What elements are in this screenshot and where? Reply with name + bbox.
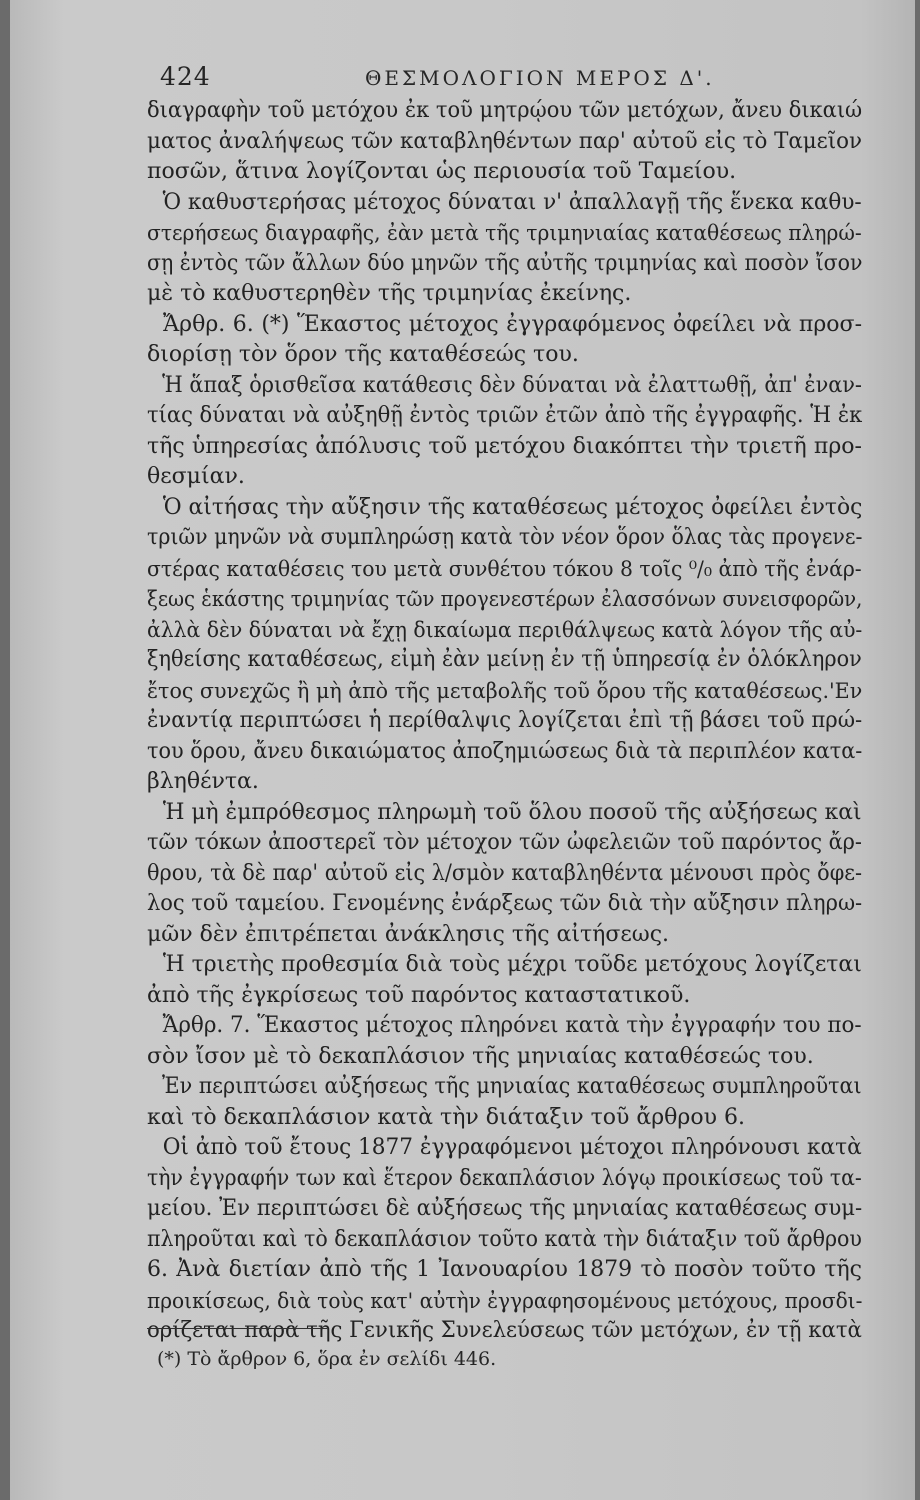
text-line: σῃ ἐντὸς τῶν ἄλλων δύο μηνῶν τῆς αὐτῆς τριμηνίας καὶ ποσὸν ἴσον xyxy=(147,250,863,276)
text-line: λος τοῦ ταμείου. Γενομένης ἐνάρξεως τῶν διὰ τὴν αὔξησιν πληρω- xyxy=(147,891,863,916)
text-line: ἐναντίᾳ περιπτώσει ἡ περίθαλψις λογίζεται ἐπὶ τῇ βάσει τοῦ πρώ- xyxy=(147,708,863,733)
text-line: 6. Ἀνὰ διετίαν ἀπὸ τῆς 1 Ἰανουαρίου 1879 τὸ ποσὸν τοῦτο τῆς xyxy=(147,1257,862,1282)
text-line: Οἱ ἀπὸ τοῦ ἔτους 1877 ἐγγραφόμενοι μέτοχοι πληρόνουσι κατὰ xyxy=(162,1135,862,1160)
footnote-rule xyxy=(147,1328,327,1329)
text-line: Ὁ αἰτήσας τὴν αὔξησιν τῆς καταθέσεως μέτοχος ὀφείλει ἐντὸς xyxy=(162,494,863,520)
text-line: στέρας καταθέσεις του μετὰ συνθέτου τόκου 8 τοῖς ⁰/₀ ἀπὸ τῆς ἐνάρ- xyxy=(147,556,862,581)
text-line: θρου, τὰ δὲ παρ' αὐτοῦ εἰς λ/σμὸν καταβληθέντα μένουσι πρὸς ὄφε- xyxy=(147,860,863,886)
text-line: θεσμίαν. xyxy=(147,464,245,489)
text-line: ματος ἀναλήψεως τῶν καταβληθέντων παρ' αὐτοῦ εἰς τὸ Ταμεῖον xyxy=(147,128,862,154)
text-line: πληροῦται καὶ τὸ δεκαπλάσιον τοῦτο κατὰ τὴν διάταξιν τοῦ ἄρθρου xyxy=(147,1226,862,1252)
text-line: ποσῶν, ἅτινα λογίζονται ὡς περιουσία τοῦ Ταμείου. xyxy=(147,159,737,184)
page-number: 424 xyxy=(160,62,211,91)
text-line: ἀλλὰ δὲν δύναται νὰ ἔχῃ δικαίωμα περιθάλψεως κατὰ λόγον τῆς αὐ- xyxy=(147,617,863,642)
text-line: ἀπὸ τῆς ἐγκρίσεως τοῦ παρόντος καταστατικοῦ. xyxy=(147,982,691,1008)
body-text xyxy=(147,96,862,1347)
text-line: τριῶν μηνῶν νὰ συμπληρώσῃ κατὰ τὸν νέον ὅρον ὅλας τὰς προγενε- xyxy=(147,525,863,550)
book-page xyxy=(10,0,915,1500)
text-line: Ἄρθρ. 7. Ἕκαστος μέτοχος πληρόνει κατὰ τὴν ἐγγραφήν του πο- xyxy=(162,1013,862,1038)
text-line: Ἡ ἅπαξ ὁρισθεῖσα κατάθεσις δὲν δύναται νὰ ἐλαττωθῇ, ἀπ' ἐναν- xyxy=(162,372,862,398)
text-line: μείου. Ἐν περιπτώσει δὲ αὐξήσεως τῆς μηνιαίας καταθέσεως συμ- xyxy=(147,1196,863,1221)
text-line: προικίσεως, διὰ τοὺς κατ' αὐτὴν ἐγγραφησομένους μετόχους, προσδι- xyxy=(147,1288,863,1313)
text-line: ἔτος συνεχῶς ἢ μὴ ἀπὸ τῆς μεταβολῆς τοῦ ὅρου τῆς καταθέσεως.'Εν xyxy=(147,678,863,703)
text-line: τῶν τόκων ἀποστερεῖ τὸν μέτοχον τῶν ὠφελειῶν τοῦ παρόντος ἄρ- xyxy=(147,830,862,855)
text-line: μῶν δὲν ἐπιτρέπεται ἀνάκλησις τῆς αἰτήσεως. xyxy=(147,921,670,947)
text-line: τίας δύναται νὰ αὐξηθῇ ἐντὸς τριῶν ἐτῶν ἀπὸ τῆς ἐγγραφῆς. Ἡ ἐκ xyxy=(147,403,863,428)
text-line: ξεως ἑκάστης τριμηνίας τῶν προγενεστέρων ἐλασσόνων συνεισφορῶν, xyxy=(147,587,863,611)
text-line: Ἄρθρ. 6. (*) Ἕκαστος μέτοχος ἐγγραφόμενος ὀφείλει νὰ προσ- xyxy=(163,311,862,337)
page-header xyxy=(160,62,865,96)
running-title: ΘΕΣΜΟΛΟΓΙΟΝ ΜΕΡΟΣ Δ'. xyxy=(365,66,715,90)
text-line: βληθέντα. xyxy=(147,769,259,794)
text-line: διαγραφὴν τοῦ μετόχου ἐκ τοῦ μητρῴου τῶν μετόχων, ἄνευ δικαιώ xyxy=(147,98,863,123)
text-line: διορίσῃ τὸν ὅρον τῆς καταθέσεώς του. xyxy=(147,342,579,367)
text-line: Ἡ μὴ ἐμπρόθεσμος πληρωμὴ τοῦ ὅλου ποσοῦ τῆς αὐξήσεως καὶ xyxy=(162,799,862,825)
text-line: ξηθείσης καταθέσεως, εἰμὴ ἐὰν μείνῃ ἐν τῇ ὑπηρεσίᾳ ἐν ὁλόκληρον xyxy=(147,647,862,672)
text-line: του ὅρου, ἄνευ δικαιώματος ἀποζημιώσεως διὰ τὰ περιπλέον κατα- xyxy=(147,738,863,764)
text-line: τῆς ὑπηρεσίας ἀπόλυσις τοῦ μετόχου διακόπτει τὴν τριετῆ προ- xyxy=(147,433,862,459)
text-line: σὸν ἴσον μὲ τὸ δεκαπλάσιον τῆς μηνιαίας καταθέσεώς του. xyxy=(147,1043,814,1069)
text-line: Ἡ τριετὴς προθεσμία διὰ τοὺς μέχρι τοῦδε μετόχους λογίζεται xyxy=(162,952,862,977)
footnote: (*) Τὸ ἄρθρον 6, ὅρα ἐν σελίδι 446. xyxy=(157,1348,497,1370)
text-line: καὶ τὸ δεκαπλάσιον κατὰ τὴν διάταξιν τοῦ ἄρθρου 6. xyxy=(147,1104,745,1130)
text-line: Ὁ καθυστερήσας μέτοχος δύναται ν' ἀπαλλαγῇ τῆς ἕνεκα καθυ- xyxy=(162,189,862,215)
text-line: Ἐν περιπτώσει αὐξήσεως τῆς μηνιαίας καταθέσεως συμπληροῦται xyxy=(162,1074,862,1099)
text-line: τὴν ἐγγραφήν των καὶ ἕτερον δεκαπλάσιον λόγῳ προικίσεως τοῦ τα- xyxy=(147,1165,862,1191)
text-line: μὲ τὸ καθυστερηθὲν τῆς τριμηνίας ἐκείνης. xyxy=(147,281,632,306)
text-line: στερήσεως διαγραφῆς, ἐὰν μετὰ τῆς τριμηνιαίας καταθέσεως πληρώ- xyxy=(147,221,862,245)
text-line: ορίζεται παρὰ τῆς Γενικῆς Συνελεύσεως τῶν μετόχων, ἐν τῇ κατὰ xyxy=(147,1318,862,1343)
